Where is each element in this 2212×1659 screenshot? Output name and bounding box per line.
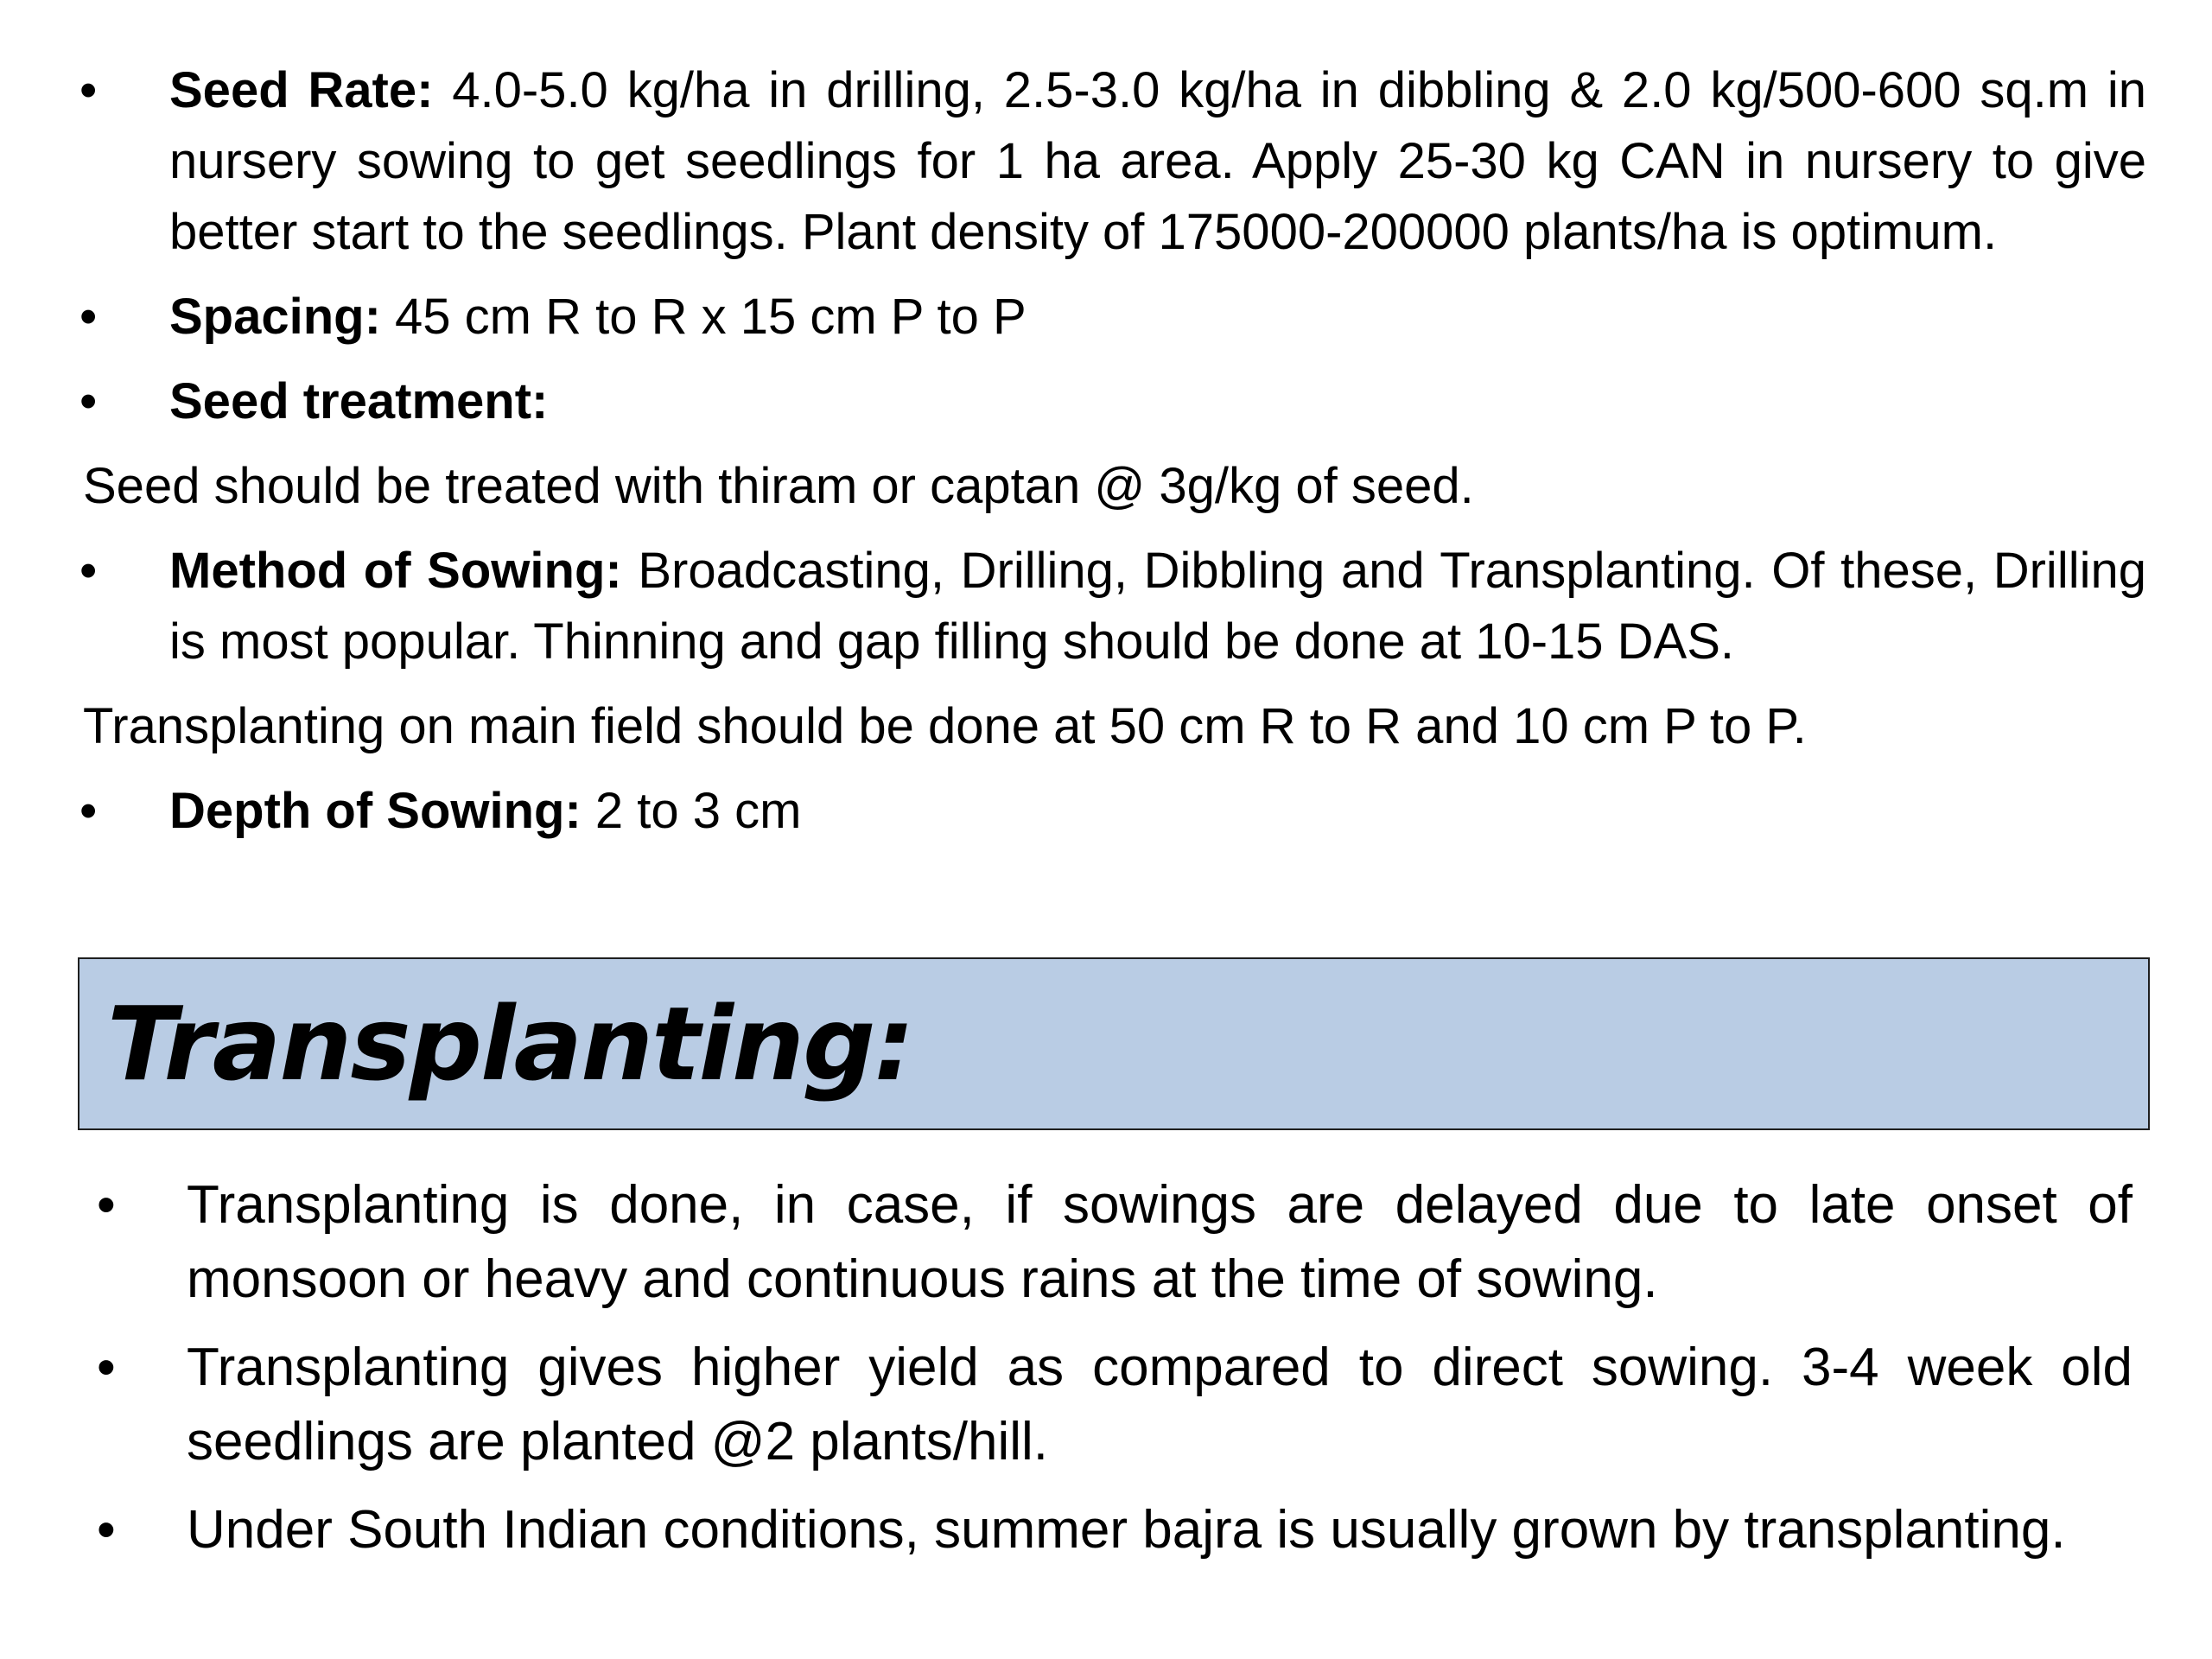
bullet-icon: • [79,373,98,429]
transplanting-heading-band [78,957,2150,1130]
seed-treatment-note: Seed should be treated with thiram or captan @ 3g/kg of seed. [83,458,1474,514]
method-of-sowing-item [79,536,2146,677]
method-of-sowing-text: Broadcasting, Drilling, Dibbling and Transplanting. Of these, Drilling is most popular. Thinning and gap filling should be done at 10-15 DAS. [169,543,2146,670]
bullet-icon: • [79,62,98,118]
bullet-icon: • [97,1500,116,1560]
seed-rate-text: 4.0-5.0 kg/ha in drilling, 2.5-3.0 kg/ha in dibbling & 2.0 kg/500-600 sq.m in nursery sowing to get seedlings for 1 ha area. Apply 25-30 kg CAN in nursery to give better start to the seedlings. Plant density of 175000-200000 plants/ha is optimum. [169,62,2146,260]
transplanting-item [97,1493,2133,1567]
transplanting-item [97,1331,2133,1479]
seed-rate-item [79,55,2146,268]
transplant-note: Transplanting on main field should be done at 50 cm R to R and 10 cm P to P. [83,698,1807,754]
method-of-sowing-term: Method of Sowing: [169,543,622,599]
spacing-text: 45 cm R to R x 15 cm P to P [380,289,1027,345]
bullet-icon: • [79,543,98,599]
depth-of-sowing-text: 2 to 3 cm [581,783,802,839]
depth-of-sowing-item [79,776,2146,847]
transplanting-heading: Transplanting: [107,984,913,1103]
sowing-section [79,55,2146,861]
bullet-icon: • [79,289,98,345]
depth-of-sowing-term: Depth of Sowing: [169,783,582,839]
bullet-icon: • [97,1175,116,1235]
transplanting-item-text: Transplanting is done, in case, if sowings are delayed due to late onset of monsoon or heavy and continuous rains at the time of sowing. [187,1175,2133,1309]
transplanting-section [97,1168,2133,1581]
transplanting-item-text: Under South Indian conditions, summer bajra is usually grown by transplanting. [187,1500,2066,1560]
bullet-icon: • [79,783,98,839]
transplanting-item-text: Transplanting gives higher yield as compared to direct sowing. 3-4 week old seedlings are planted @2 plants/hill. [187,1338,2133,1471]
transplanting-item [97,1168,2133,1317]
seed-rate-term: Seed Rate: [169,62,434,118]
seed-treatment-item [79,366,2146,437]
seed-treatment-term: Seed treatment: [169,373,549,429]
spacing-term: Spacing: [169,289,381,345]
bullet-icon: • [97,1338,116,1397]
spacing-item [79,282,2146,353]
